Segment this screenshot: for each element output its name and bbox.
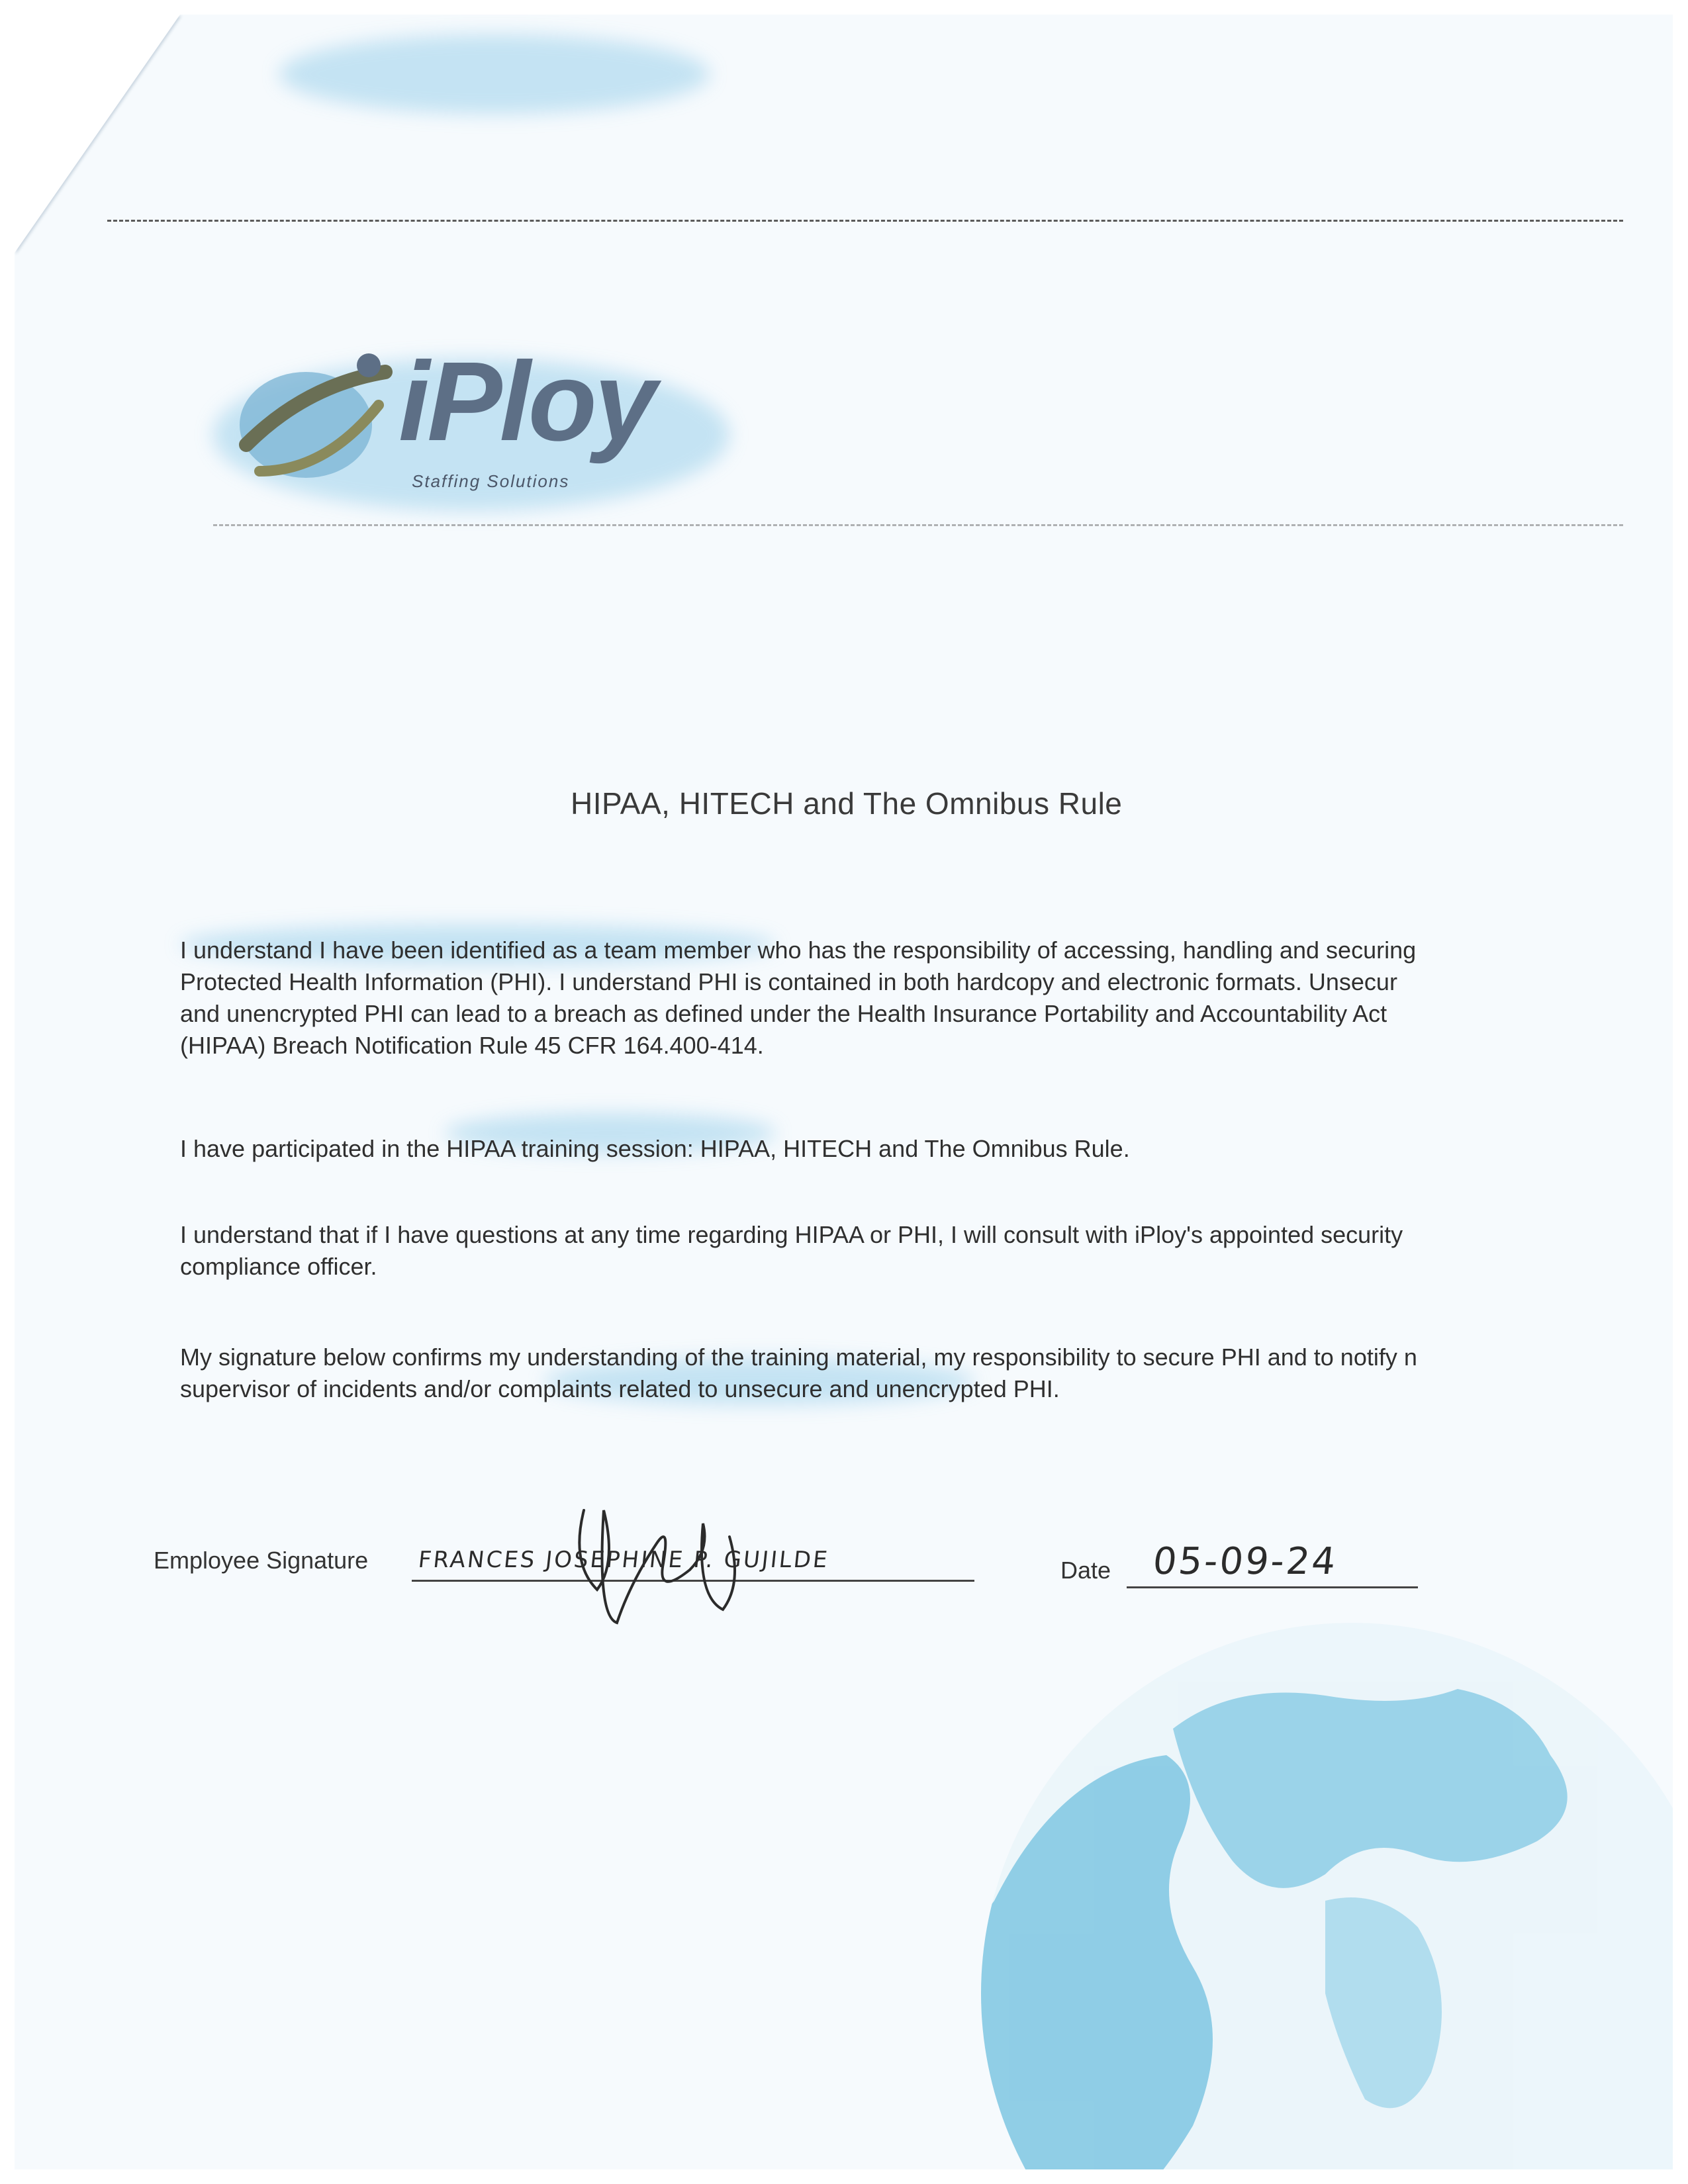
toner-smudge <box>279 34 710 114</box>
text-line: I understand I have been identified as a team member who has the responsibility of accessing, handling and securing <box>180 936 1417 964</box>
text-line: and unencrypted PHI can lead to a breach as defined under the Health Insurance Portability and Accountability Act <box>180 1000 1387 1027</box>
date-label: Date <box>1060 1557 1111 1584</box>
signature-printed-name: FRANCES JOSEPHINE P. GUJILDE <box>416 1547 831 1573</box>
date-line <box>1127 1586 1418 1588</box>
signature-scribble <box>557 1484 769 1629</box>
signature-label: Employee Signature <box>154 1547 369 1574</box>
header-rule <box>213 524 1623 526</box>
paragraph-training <box>180 1133 1656 1165</box>
text-line: My signature below confirms my understanding of the training material, my responsibility to secure PHI and to notify n <box>180 1343 1417 1371</box>
logo-swoosh-icon <box>233 345 399 491</box>
top-rule <box>107 220 1623 222</box>
page-title: HIPAA, HITECH and The Omnibus Rule <box>571 786 1123 821</box>
text-line: compliance officer. <box>180 1253 377 1280</box>
logo-tagline: Staffing Solutions <box>412 471 570 491</box>
globe-watermark-icon <box>955 1623 1617 2169</box>
date-value: 05-09-24 <box>1150 1540 1340 1583</box>
text-line: I have participated in the HIPAA training session: HIPAA, HITECH and The Omnibus Rule. <box>180 1135 1130 1162</box>
text-line: (HIPAA) Breach Notification Rule 45 CFR 164.400-414. <box>180 1032 764 1059</box>
text-line: Protected Health Information (PHI). I understand PHI is contained in both hardcopy and electronic formats. Unsecur <box>180 968 1397 995</box>
logo-wordmark: iPloy <box>399 339 655 465</box>
text-line: I understand that if I have questions at any time regarding HIPAA or PHI, I will consult with iPloy's appointed security <box>180 1221 1403 1248</box>
folded-corner <box>15 15 180 253</box>
paragraph-responsibility <box>180 934 1656 1062</box>
paragraph-signature-confirmation <box>180 1342 1656 1405</box>
iploy-logo <box>233 339 710 511</box>
document-page <box>15 15 1673 2169</box>
text-line: supervisor of incidents and/or complaints related to unsecure and unencrypted PHI. <box>180 1375 1060 1402</box>
paragraph-questions <box>180 1219 1656 1283</box>
